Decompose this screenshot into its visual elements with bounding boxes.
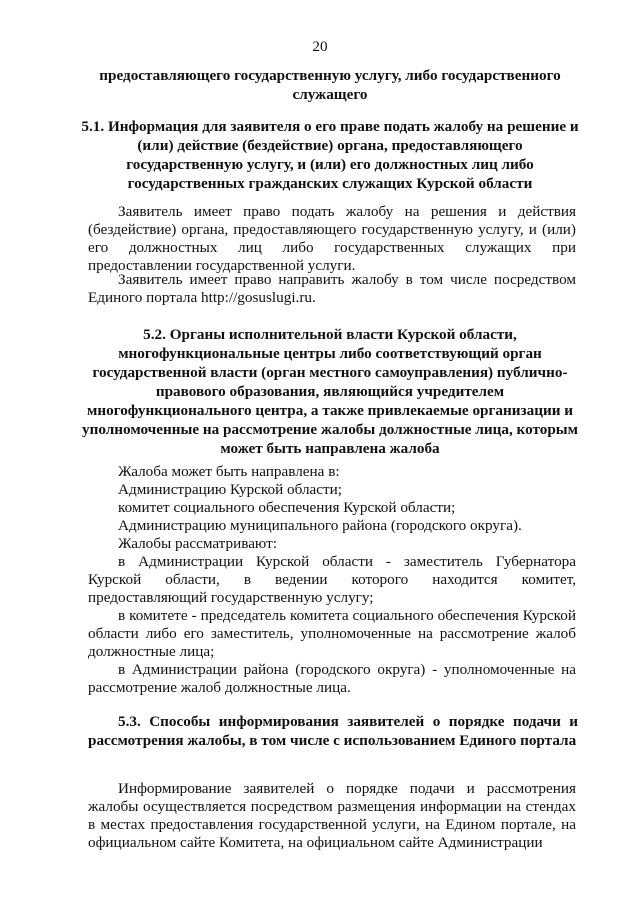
- section-5-2-line-2: Администрацию Курской области;: [118, 481, 343, 498]
- continued-heading: предоставляющего государственную услугу, либо государственного служащего: [99, 67, 561, 103]
- section-5-1-paragraph-1: Заявитель имеет право подать жалобу на решения и действия (бездействие) органа, предоставляющего государственную услугу, и (или) его должностных лиц либо государственных служащих при предоставлении государственной услуги.: [88, 203, 576, 274]
- section-5-2-line-3: комитет социального обеспечения Курской области;: [118, 499, 456, 516]
- section-5-1-heading: 5.1. Информация для заявителя о его праве подать жалобу на решение и (или) действие (бездействие) органа, предоставляющего государственную услугу, и (или) его должностных лиц либо государственных гражданских служащих Курской области: [81, 118, 579, 192]
- section-5-2-paragraph-2: в комитете - председатель комитета социального обеспечения Курской области либо его заместитель, уполномоченные на рассмотрение жалоб должностные лица;: [88, 607, 576, 660]
- section-5-2-line-4: Администрацию муниципального района (городского округа).: [118, 517, 522, 534]
- section-5-2-heading: 5.2. Органы исполнительной власти Курской области, многофункциональные центры либо соответствующий орган государственной власти (орган местного самоуправления) публично-правового образования, являющийся учредителем многофункционального центра, а также привлекаемые организации и уполномоченные на рассмотрение жалобы должностные лица, которым может быть направлена жалоба: [82, 326, 578, 457]
- section-5-3-heading: 5.3. Способы информирования заявителей о порядке подачи и рассмотрения жалобы, в том числе с использованием Единого портала: [88, 713, 578, 749]
- section-5-2-line-1: Жалоба может быть направлена в:: [118, 463, 340, 480]
- section-5-2-line-5: Жалобы рассматривают:: [118, 535, 277, 552]
- section-5-2-paragraph-1: в Администрации Курской области - заместитель Губернатора Курской области, в ведении которого находится комитет, предоставляющий государственную услугу;: [88, 553, 576, 606]
- section-5-3-paragraph: Информирование заявителей о порядке подачи и рассмотрения жалобы осуществляется посредством размещения информации на стендах в местах предоставления государственной услуги, на Едином портале, на официальном сайте Комитета, на официальном сайте Администрации: [88, 780, 576, 851]
- section-5-2-paragraph-3: в Администрации района (городского округа) - уполномоченные на рассмотрение жалоб должностные лица.: [88, 661, 576, 696]
- page-number: 20: [312, 38, 328, 55]
- section-5-1-paragraph-2: Заявитель имеет право направить жалобу в том числе посредством Единого портала http://gosuslugi.ru.: [88, 271, 576, 306]
